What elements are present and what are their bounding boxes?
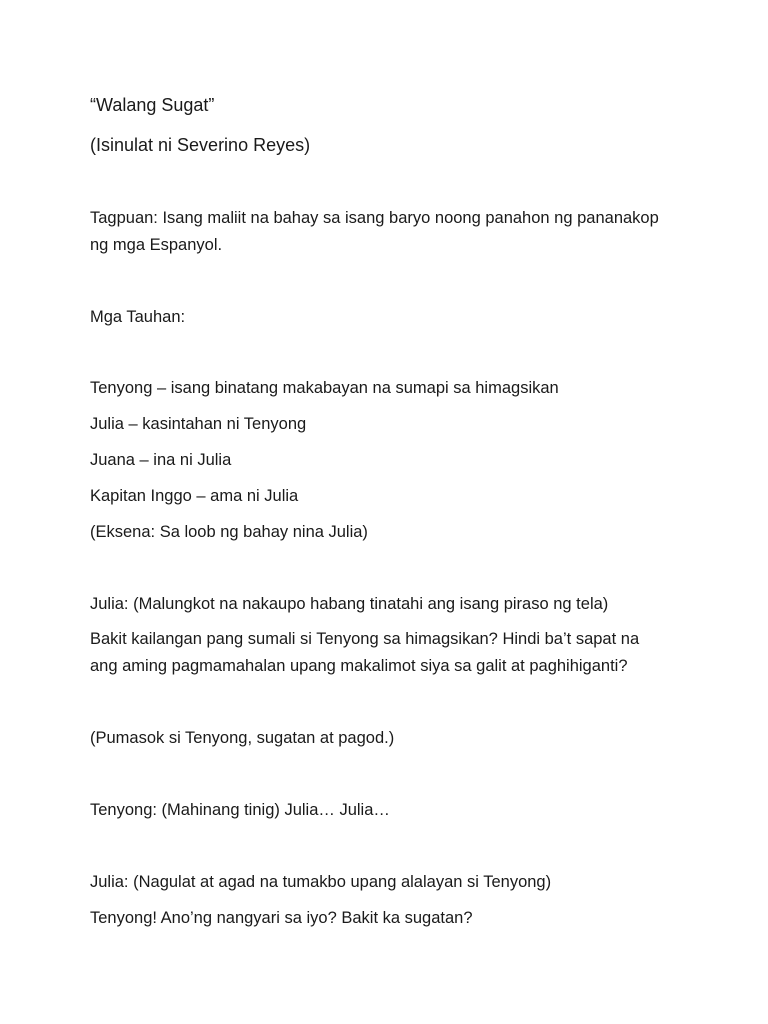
dialogue-line: Julia: (Malungkot na nakaupo habang tinatahi ang isang piraso ng tela) xyxy=(90,595,609,613)
scene-direction: (Eksena: Sa loob ng bahay nina Julia) xyxy=(90,523,368,541)
setting-paragraph: Tagpuan: Isang maliit na bahay sa isang baryo noong panahon ng pananakop ng mga Espanyol. xyxy=(90,209,659,254)
stage-direction: (Pumasok si Tenyong, sugatan at pagod.) xyxy=(90,729,395,747)
dialogue-line: Tenyong! Ano’ng nangyari sa iyo? Bakit ka sugatan? xyxy=(90,909,473,927)
dialogue-line: Tenyong: (Mahinang tinig) Julia… Julia… xyxy=(90,801,390,819)
dialogue-line: Julia: (Nagulat at agad na tumakbo upang alalayan si Tenyong) xyxy=(90,873,552,891)
author-line: (Isinulat ni Severino Reyes) xyxy=(90,135,311,155)
document-title: “Walang Sugat” xyxy=(90,95,215,115)
character-julia: Julia – kasintahan ni Tenyong xyxy=(90,415,307,433)
character-juana: Juana – ina ni Julia xyxy=(90,451,232,469)
character-tenyong: Tenyong – isang binatang makabayan na sumapi sa himagsikan xyxy=(90,379,559,397)
dialogue-line: Bakit kailangan pang sumali si Tenyong sa himagsikan? Hindi ba’t sapat na ang aming pagmamahalan upang makalimot siya sa galit at paghihiganti? xyxy=(90,630,640,675)
character-kapitan-inggo: Kapitan Inggo – ama ni Julia xyxy=(90,487,299,505)
characters-heading: Mga Tauhan: xyxy=(90,308,186,326)
